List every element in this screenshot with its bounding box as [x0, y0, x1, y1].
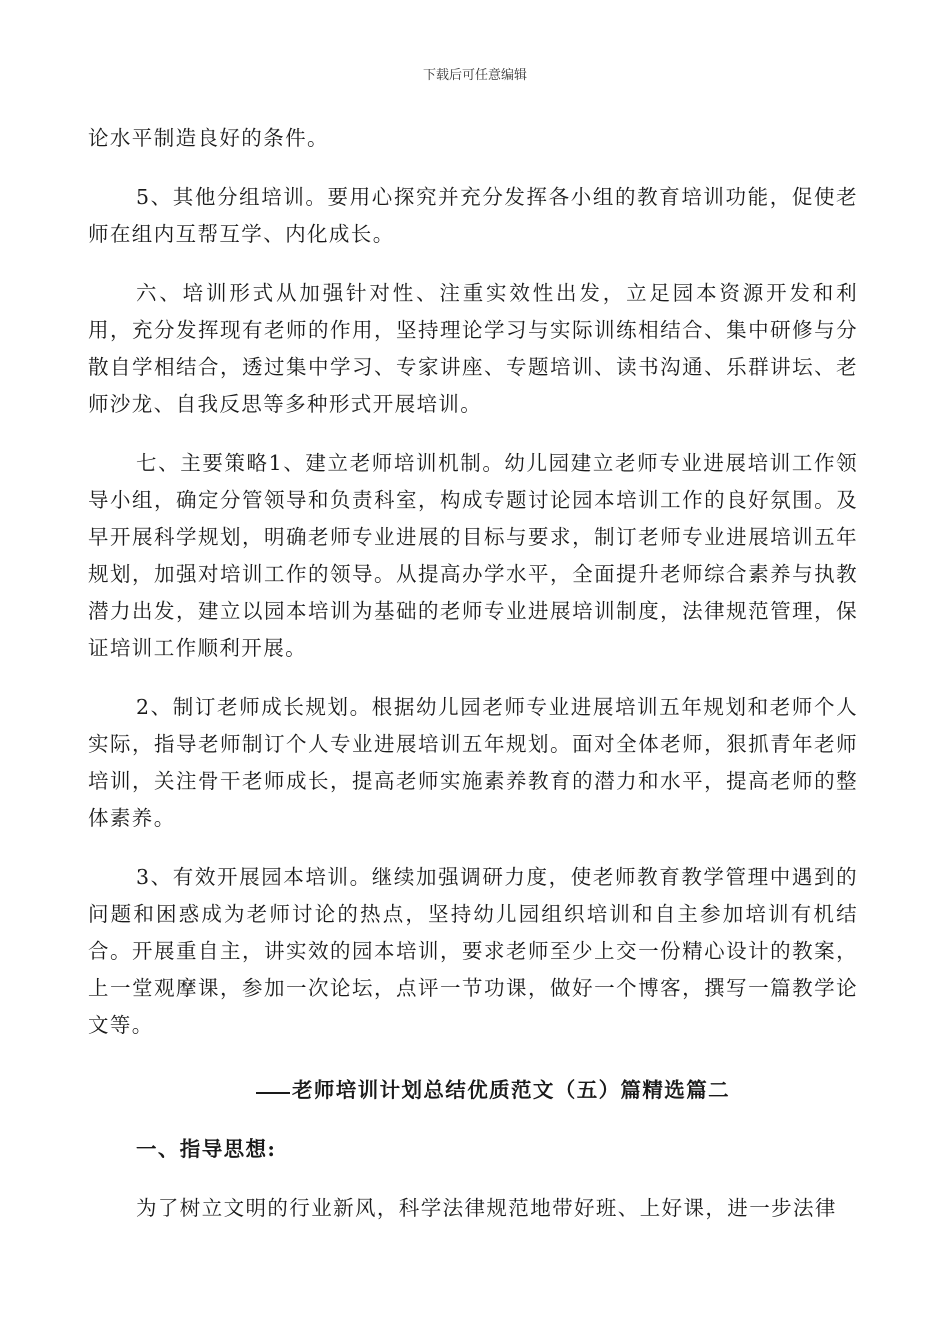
title-blank-underline: [256, 1092, 290, 1094]
subheading-guiding-ideology: 一、指导思想:: [136, 1137, 277, 1161]
paragraph-school-training: 3、有效开展园本培训。继续加强调研力度，使老师教育教学管理中遇到的问题和困惑成为老师讨论的热点，坚持幼儿园组织培训和自主参加培训有机结合。开展重自主，讲实效的园本培训，要求老师至少上交一份精心设计的教案，上一堂观摩课，参加一次论坛，点评一节功课，做好一个博客，撰写一篇教学论文等。: [88, 865, 858, 1037]
document-body: [88, 120, 858, 1227]
page-header-note: 下载后可任意编辑: [422, 68, 527, 83]
paragraph-last: 为了树立文明的行业新风，科学法律规范地带好班、上好课，进一步法律: [136, 1196, 837, 1220]
paragraph-training-format: 六、培训形式从加强针对性、注重实效性出发，立足园本资源开发和利用，充分发挥现有老师的作用，坚持理论学习与实际训练相结合、集中研修与分散自学相结合，透过集中学习、专家讲座、专题培训、读书沟通、乐群讲坛、老师沙龙、自我反思等多种形式开展培训。: [88, 281, 858, 416]
paragraph-group-training: 5、其他分组培训。要用心探究并充分发挥各小组的教育培训功能，促使老师在组内互帮互学、内化成长。: [88, 185, 858, 246]
section-title-text: 老师培训计划总结优质范文（五）篇精选篇二: [292, 1078, 730, 1102]
section-title: [88, 1072, 858, 1109]
paragraph-continuation: 论水平制造良好的条件。: [88, 126, 329, 150]
paragraph-main-strategy: 七、主要策略1、建立老师培训机制。幼儿园建立老师专业进展培训工作领导小组，确定分管领导和负责科室，构成专题讨论园本培训工作的良好氛围。及早开展科学规划，明确老师专业进展的目标与要求，制订老师专业进展培训五年规划，加强对培训工作的领导。从提高办学水平，全面提升老师综合素养与执教潜力出发，建立以园本培训为基础的老师专业进展培训制度，法律规范管理，保证培训工作顺利开展。: [88, 451, 858, 660]
paragraph-growth-plan: 2、制订老师成长规划。根据幼儿园老师专业进展培训五年规划和老师个人实际，指导老师制订个人专业进展培训五年规划。面对全体老师，狠抓青年老师培训，关注骨干老师成长，提高老师实施素养教育的潜力和水平，提高老师的整体素养。: [88, 695, 858, 830]
